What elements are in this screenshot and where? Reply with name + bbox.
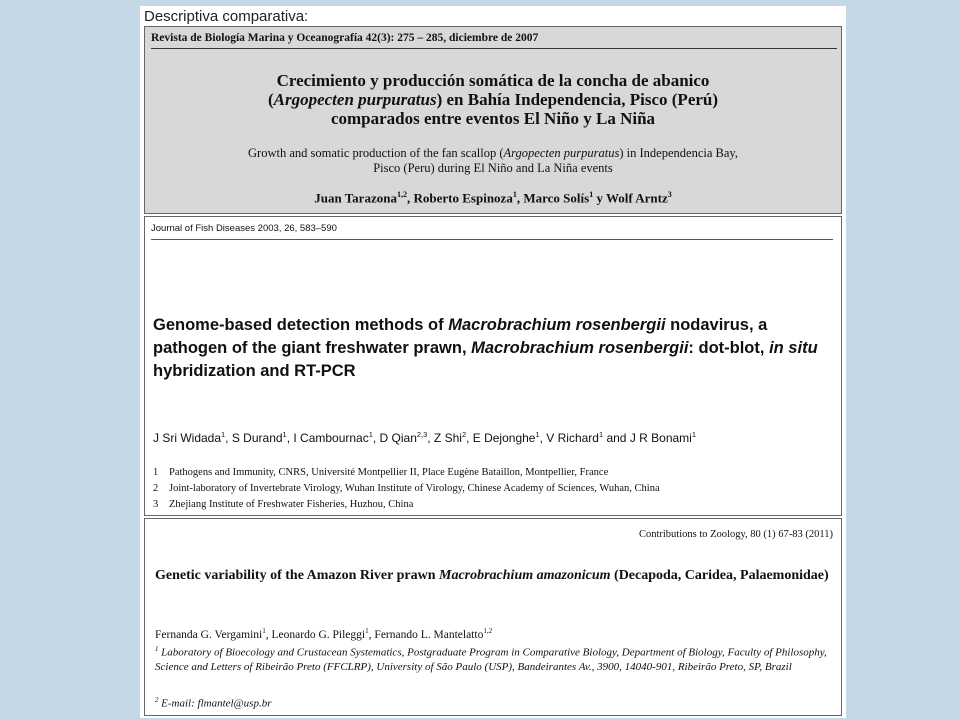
affiliation-number: 1	[153, 467, 159, 478]
journal-citation: Contributions to Zoology, 80 (1) 67-83 (2011)	[638, 529, 833, 540]
paper-clipping-3	[144, 518, 842, 716]
author-separator: ,	[407, 190, 414, 206]
affiliation-text: Pathogens and Immunity, CNRS, Université Montpellier II, Place Eugène Bataillon, Montpellier, France	[169, 467, 609, 478]
author-separator: ,	[225, 431, 232, 445]
species-name: Argopecten purpuratus	[503, 146, 620, 160]
paper-title-english	[155, 146, 831, 176]
author-name: Roberto Espinoza	[413, 190, 513, 206]
title-text: hybridization and RT-PCR	[153, 362, 356, 380]
author-separator: ,	[286, 431, 294, 445]
title-italic: in situ	[769, 339, 818, 357]
title-text: Growth and somatic production of the fan scallop (	[248, 146, 504, 160]
affiliation-text: Laboratory of Bioecology and Crustacean Systematics, Postgraduate Program in Comparative Biology, Department of Biology, Faculty of Philosophy, Science and Letters of Ribeirão Preto (FFCLRP), University of São Paulo (USP), Bandeirantes Av., 3900, 14040-901, Ribeirão Preto, SP, Brazil	[155, 646, 827, 673]
affiliation-text: Zhejiang Institute of Freshwater Fisheries, Huzhou, China	[169, 499, 414, 510]
affiliation-email	[155, 697, 833, 710]
author-affiliation-marker: 2,3	[416, 430, 428, 439]
species-name: Macrobrachium amazonicum	[439, 568, 611, 583]
author-separator: ,	[427, 431, 434, 445]
title-text: ) en Bahía Independencia, Pisco (Perú)	[436, 90, 719, 109]
author-name: I Cambournac	[293, 431, 369, 445]
author-name: Fernanda G. Vergamini	[155, 628, 263, 641]
author-affiliation-marker: 1	[512, 190, 517, 199]
title-line: Crecimiento y producción somática de la concha de abanico	[276, 71, 710, 90]
title-text: Genome-based detection methods of	[153, 316, 449, 334]
title-text: ) in Independencia Bay,	[619, 146, 738, 160]
paper-clipping-1	[144, 26, 842, 214]
title-line	[155, 90, 831, 109]
author-affiliation-marker: 1	[691, 430, 696, 439]
paper-title	[155, 567, 833, 585]
author-affiliation-marker: 2	[461, 430, 467, 439]
author-affiliation-marker: 1	[368, 430, 373, 439]
author-name: Z Shi	[433, 431, 462, 445]
author-separator: ,	[372, 431, 380, 445]
affiliation-number: 2	[155, 697, 159, 704]
title-text: Genetic variability of the Amazon River prawn	[155, 568, 439, 583]
author-separator: and	[603, 431, 630, 445]
author-name: S Durand	[231, 431, 283, 445]
title-text: (Decapoda, Caridea, Palaemonidae)	[610, 568, 829, 583]
author-name: J Sri Widada	[153, 431, 222, 445]
affiliation	[155, 643, 833, 674]
author-separator: ,	[539, 431, 547, 445]
divider	[151, 48, 837, 49]
author-name: Fernando L. Mantelatto	[374, 628, 484, 641]
paper-clipping-2	[144, 216, 842, 516]
author-separator: ,	[516, 190, 524, 206]
author-affiliation-marker: 1	[598, 430, 604, 439]
affiliation-number: 2	[153, 483, 159, 494]
author-separator: y	[593, 190, 606, 206]
affiliation	[153, 497, 833, 513]
author-separator: ,	[466, 431, 473, 445]
affiliation-text: Joint-laboratory of Invertebrate Virology, Wuhan Institute of Virology, Chinese Academy of Sciences, Wuhan, China	[169, 483, 660, 494]
author-name: J R Bonami	[629, 431, 692, 445]
author-affiliation-marker: 1	[365, 627, 369, 635]
author-affiliation-marker: 1	[282, 430, 287, 439]
slide	[140, 6, 846, 718]
species-name: Macrobrachium rosenbergii	[448, 316, 666, 334]
journal-citation: Journal of Fish Diseases 2003, 26, 583–590	[151, 223, 337, 234]
species-name: Macrobrachium rosenbergii	[471, 339, 689, 357]
title-text: nodavirus, a pathogen of the giant freshwater prawn,	[153, 316, 768, 357]
author-name: E Dejonghe	[472, 431, 536, 445]
slide-title: Descriptiva comparativa:	[144, 8, 309, 25]
affiliation-list	[153, 465, 833, 513]
title-line: comparados entre eventos El Niño y La Niña	[330, 109, 656, 128]
author-name: V Richard	[546, 431, 599, 445]
author-affiliation-marker: 1,2	[483, 627, 493, 635]
affiliation-text: E-mail: flmantel@usp.br	[158, 697, 272, 710]
author-list	[155, 190, 831, 206]
author-affiliation-marker: 1	[262, 627, 266, 635]
author-name: Juan Tarazona	[314, 190, 397, 206]
author-affiliation-marker: 1	[221, 430, 226, 439]
author-affiliation-marker: 1,2	[396, 190, 408, 199]
journal-citation: Revista de Biología Marina y Oceanografía 42(3): 275 – 285, diciembre de 2007	[151, 32, 539, 44]
title-text: (	[267, 90, 274, 109]
paper-title-spanish	[155, 71, 831, 128]
author-name: D Qian	[379, 431, 417, 445]
species-name: Argopecten purpuratus	[273, 90, 437, 109]
author-affiliation-marker: 1	[535, 430, 540, 439]
author-separator: ,	[368, 628, 375, 641]
title-text: : dot-blot,	[688, 339, 770, 357]
affiliation-number: 3	[153, 499, 159, 510]
affiliation	[153, 481, 833, 497]
author-name: Leonardo G. Pileggi	[271, 628, 366, 641]
affiliation-number: 1	[155, 646, 159, 653]
author-list	[153, 426, 833, 447]
author-affiliation-marker: 1	[589, 190, 594, 199]
title-line: Pisco (Peru) during El Niño and La Niña events	[373, 161, 613, 175]
author-name: Marco Solís	[523, 190, 590, 206]
paper-title	[153, 314, 833, 383]
affiliation	[153, 465, 833, 481]
author-name: Wolf Arntz	[606, 190, 668, 206]
title-line	[155, 146, 831, 161]
author-affiliation-marker: 3	[667, 190, 672, 199]
author-list	[155, 627, 833, 641]
divider	[151, 239, 833, 240]
author-separator: ,	[265, 628, 272, 641]
